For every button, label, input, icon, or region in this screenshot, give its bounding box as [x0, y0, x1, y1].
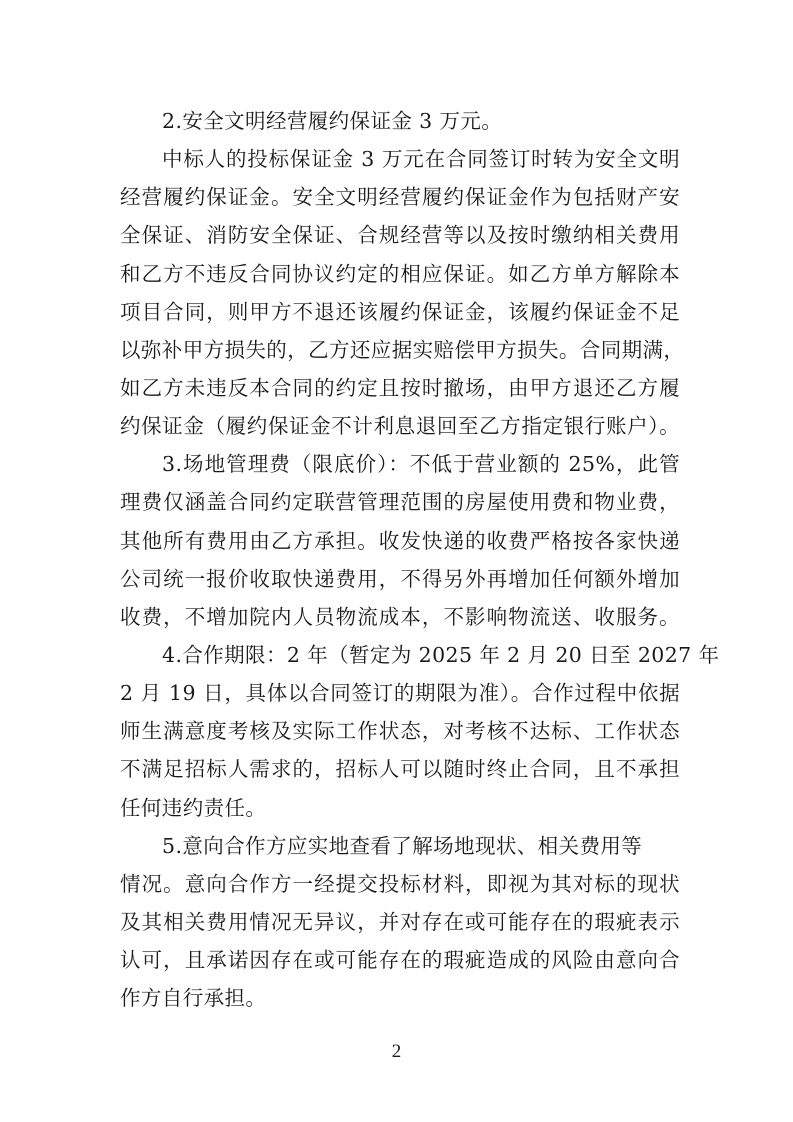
paragraph-4-line-3: 师生满意度考核及实际工作状态，对考核不达标、工作状态	[120, 719, 680, 743]
paragraph-2-line-8: 约保证金（履约保证金不计利息退回至乙方指定银行账户）。	[120, 414, 680, 438]
paragraph-3-line-4: 公司统一报价收取快递费用，不得另外再增加任何额外增加	[120, 567, 680, 591]
paragraph-2-line-1: 中标人的投标保证金 3 万元在合同签订时转为安全文明	[162, 147, 680, 171]
paragraph-3-line-3: 其他所有费用由乙方承担。收发快递的收费严格按各家快递	[120, 529, 680, 553]
paragraph-2-line-2: 经营履约保证金。安全文明经营履约保证金作为包括财产安	[120, 185, 680, 209]
paragraph-5-line-4: 认可，且承诺因存在或可能存在的瑕疵造成的风险由意向合	[120, 948, 680, 972]
paragraph-5-line-1: 5.意向合作方应实地查看了解场地现状、相关费用等	[162, 834, 643, 858]
paragraph-4-line-5: 任何违约责任。	[120, 796, 267, 820]
paragraph-2-line-5: 项目合同，则甲方不退还该履约保证金，该履约保证金不足	[120, 300, 680, 324]
paragraph-1-line-1: 2.安全文明经营履约保证金 3 万元。	[162, 109, 503, 133]
paragraph-5-line-2: 情况。意向合作方一经提交投标材料，即视为其对标的现状	[120, 872, 680, 896]
paragraph-3-line-5: 收费，不增加院内人员物流成本，不影响物流送、收服务。	[120, 605, 680, 629]
paragraph-2-line-6: 以弥补甲方损失的，乙方还应据实赔偿甲方损失。合同期满，	[120, 338, 685, 362]
paragraph-5-line-5: 作方自行承担。	[120, 986, 267, 1010]
paragraph-5-line-3: 及其相关费用情况无异议，并对存在或可能存在的瑕疵表示	[120, 910, 680, 934]
paragraph-4-line-2: 2 月 19 日，具体以合同签订的期限为准）。合作过程中依据	[120, 681, 680, 705]
paragraph-2-line-3: 全保证、消防安全保证、合规经营等以及按时缴纳相关费用	[120, 223, 680, 247]
page-number: 2	[391, 1041, 402, 1062]
paragraph-4-line-4: 不满足招标人需求的，招标人可以随时终止合同，且不承担	[120, 757, 680, 781]
paragraph-2-line-4: 和乙方不违反合同协议约定的相应保证。如乙方单方解除本	[120, 262, 680, 286]
paragraph-3-line-1: 3.场地管理费（限底价）：不低于营业额的 25%，此管	[162, 452, 680, 476]
paragraph-4-line-1: 4.合作期限：2 年（暂定为 2025 年 2 月 20 日至 2027 年	[162, 643, 720, 667]
paragraph-2-line-7: 如乙方未违反本合同的约定且按时撤场，由甲方退还乙方履	[120, 376, 680, 400]
paragraph-3-line-2: 理费仅涵盖合同约定联营管理范围的房屋使用费和物业费，	[120, 490, 680, 514]
